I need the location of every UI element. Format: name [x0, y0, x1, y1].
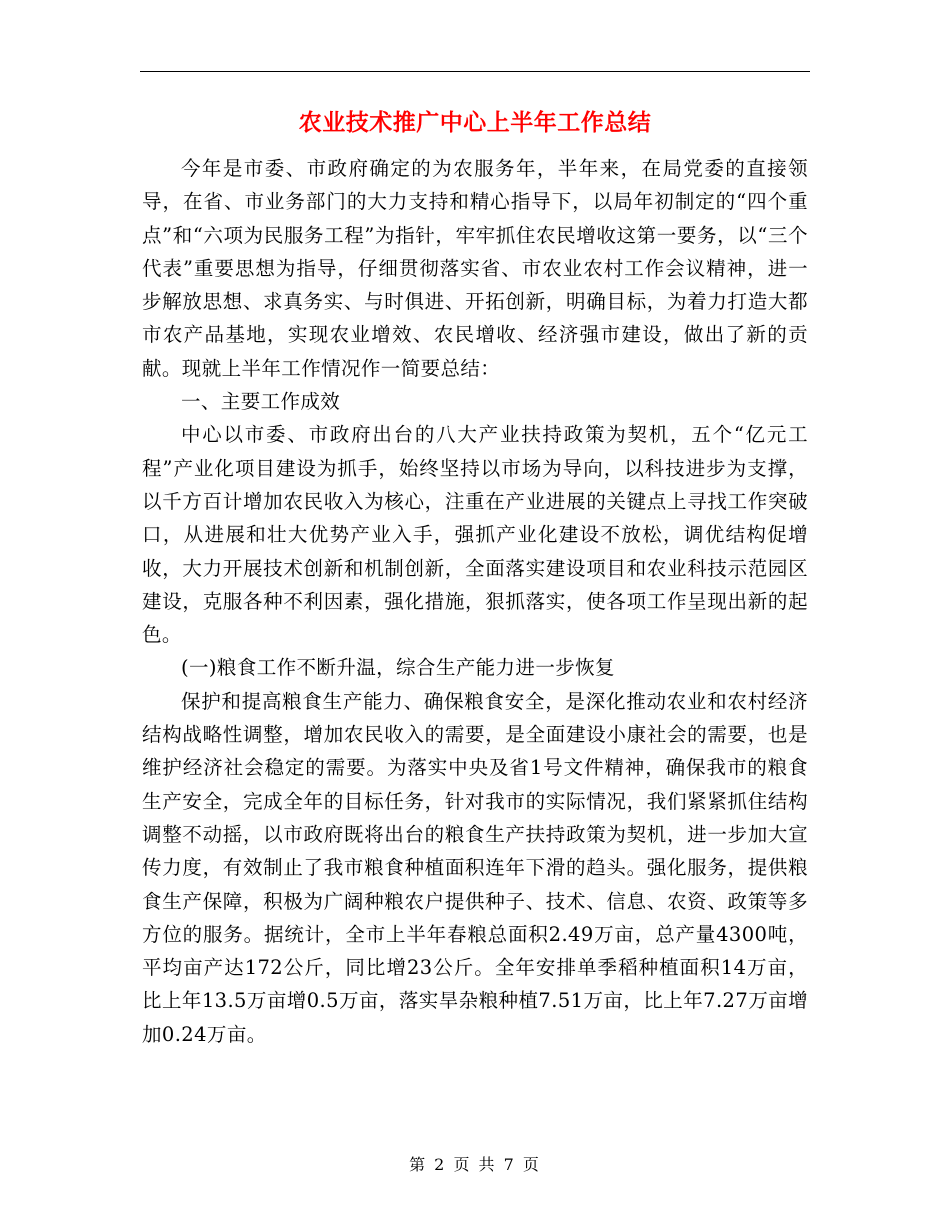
document-title: 农业技术推广中心上半年工作总结: [298, 109, 652, 136]
body-paragraph: 保护和提高粮食生产能力、确保粮食安全，是深化推动农业和农村经济结构战略性调整，增加农民收入的需要，是全面建设小康社会的需要，也是维护经济社会稳定的需要。为落实中央及省1号文件精神，确保我市的粮食生产安全，完成全年的目标任务，针对我市的实际情况，我们紧紧抓住结构调整不动摇，以市政府既将出台的粮食生产扶持政策为契机，进一步加大宣传力度，有效制止了我市粮食种植面积连年下滑的趋头。强化服务，提供粮食生产保障，积极为广阔种粮农户提供种子、技术、信息、农资、政策等多方位的服务。据统计，全市上半年春粮总面积2.49万亩，总产量4300吨，平均亩产达172公斤，同比增23公斤。全年安排单季稻种植面积14万亩，比上年13.5万亩增0.5万亩，落实旱杂粮种植7.51万亩，比上年7.27万亩增加0.24万亩。: [142, 689, 808, 1046]
paragraph-list: [142, 152, 808, 1051]
header-rule: [140, 71, 810, 72]
document-body: [142, 104, 808, 1051]
page-number: 第 2 页 共 7 页: [409, 1155, 541, 1174]
section-heading: 一、主要工作成效: [181, 390, 341, 414]
body-paragraph: 今年是市委、市政府确定的为农服务年，半年来，在局党委的直接领导，在省、市业务部门的大力支持和精心指导下，以局年初制定的“四个重点”和“六项为民服务工程”为指针，牢牢抓住农民增收这第一要务，以“三个代表”重要思想为指导，仔细贯彻落实省、市农业农村工作会议精神，进一步解放思想、求真务实、与时俱进、开拓创新，明确目标，为着力打造大都市农产品基地，实现农业增效、农民增收、经济强市建设，做出了新的贡献。现就上半年工作情况作一简要总结：: [142, 157, 808, 380]
body-paragraph: 中心以市委、市政府出台的八大产业扶持政策为契机，五个“亿元工程”产业化项目建设为抓手，始终坚持以市场为导向，以科技进步为支撑，以千方百计增加农民收入为核心，注重在产业进展的关键点上寻找工作突破口，从进展和壮大优势产业入手，强抓产业化建设不放松，调优结构促增收，大力开展技术创新和机制创新，全面落实建设项目和农业科技示范园区建设，克服各种不利因素，强化措施，狠抓落实，使各项工作呈现出新的起色。: [142, 423, 808, 647]
section-heading: (一)粮食工作不断升温，综合生产能力进一步恢复: [181, 656, 615, 680]
